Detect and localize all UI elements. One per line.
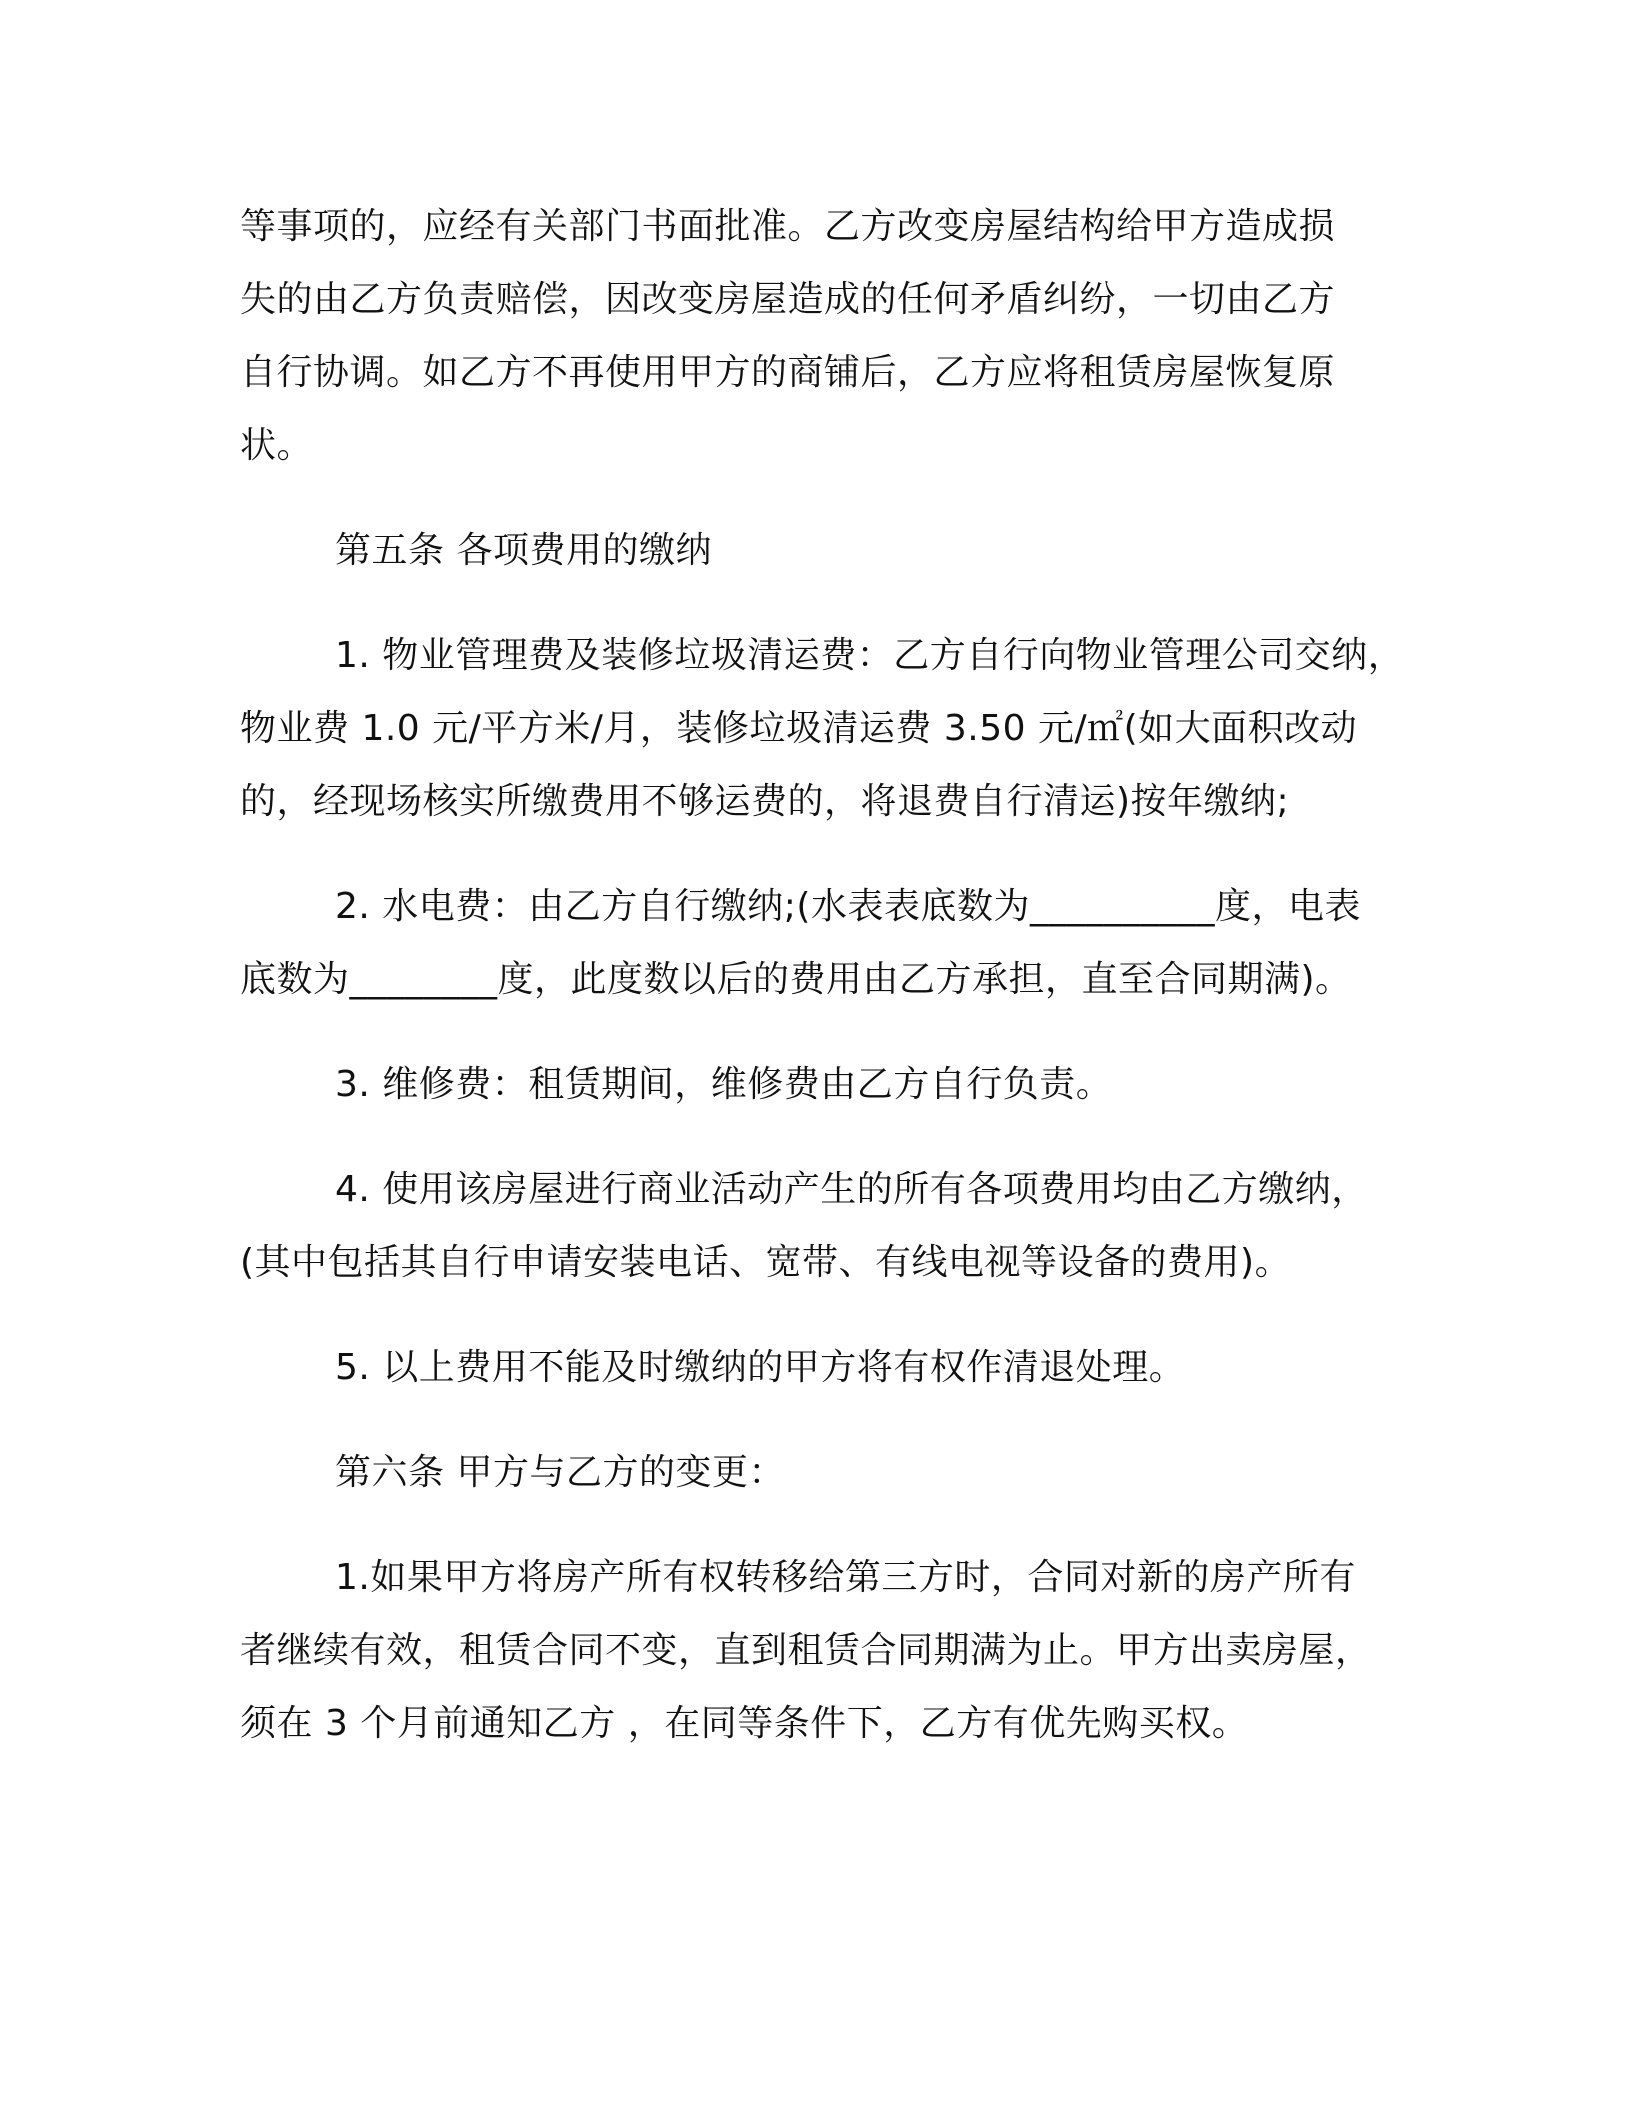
text-line: 自行协调。如乙方不再使用甲方的商铺后，乙方应将租赁房屋恢复原 (240, 352, 1336, 393)
paragraph-continuation (240, 190, 1400, 482)
text-line: 者继续有效，租赁合同不变，直到租赁合同期满为止。甲方出卖房屋， (240, 1630, 1372, 1671)
text-line: 状。 (240, 425, 314, 466)
text-line: 底数为________度，此度数以后的费用由乙方承担，直至合同期满)。 (240, 959, 1352, 1000)
clause-5-1 (240, 619, 1405, 838)
text-line: 2. 水电费：由乙方自行缴纳;(水表表底数为__________度，电表 (335, 886, 1361, 927)
text-line: 失的由乙方负责赔偿，因改变房屋造成的任何矛盾纠纷，一切由乙方 (240, 279, 1336, 320)
document-page (240, 190, 1405, 1760)
text-line: 3. 维修费：租赁期间，维修费由乙方自行负责。 (335, 1064, 1113, 1105)
article-6-heading (240, 1436, 1400, 1509)
article-5-heading (240, 514, 1400, 587)
text-line: 的，经现场核实所缴费用不够运费的，将退费自行清运)按年缴纳; (240, 781, 1290, 822)
clause-5-2 (240, 870, 1400, 1016)
text-line: 等事项的，应经有关部门书面批准。乙方改变房屋结构给甲方造成损 (240, 206, 1336, 247)
clause-5-4 (240, 1153, 1400, 1299)
text-line: (其中包括其自行申请安装电话、宽带、有线电视等设备的费用)。 (240, 1242, 1292, 1283)
text-line: 物业费 1.0 元/平方米/月，装修垃圾清运费 3.50 元/㎡(如大面积改动 (240, 708, 1358, 749)
clause-6-1 (240, 1541, 1400, 1760)
clause-5-3 (240, 1048, 1400, 1121)
text-line: 须在 3 个月前通知乙方 ，在同等条件下，乙方有优先购买权。 (240, 1703, 1249, 1744)
clause-5-5 (240, 1331, 1400, 1404)
text-line: 5. 以上费用不能及时缴纳的甲方将有权作清退处理。 (335, 1347, 1186, 1388)
text-line: 第六条 甲方与乙方的变更： (335, 1452, 785, 1493)
text-line: 第五条 各项费用的缴纳 (335, 530, 712, 571)
text-line: 4. 使用该房屋进行商业活动产生的所有各项费用均由乙方缴纳， (335, 1169, 1368, 1210)
text-line: 1.如果甲方将房产所有权转移给第三方时，合同对新的房产所有 (335, 1557, 1356, 1598)
text-line: 1. 物业管理费及装修垃圾清运费：乙方自行向物业管理公司交纳， (335, 635, 1405, 676)
